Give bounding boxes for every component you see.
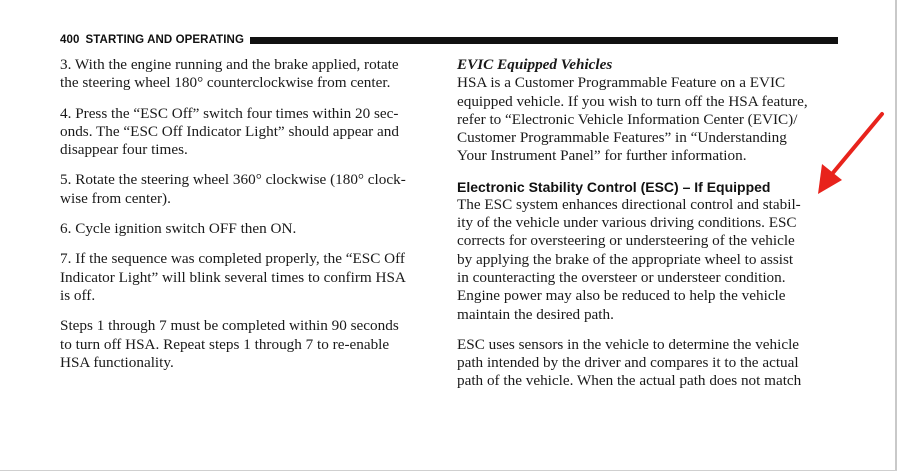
right-column [457,56,838,391]
step-3-paragraph: 3. With the engine running and the brake applied, rotate the steering wheel 180° counterclockwise from center. [60,56,399,92]
section-title: STARTING AND OPERATING [85,34,245,46]
page-number: 400 [60,34,80,46]
header-rule [250,37,838,44]
step-4-paragraph: 4. Press the “ESC Off” switch four times within 20 sec- onds. The “ESC Off Indicator Light” should appear and disappear four times. [60,104,399,159]
step-7-paragraph: 7. If the sequence was completed properly, the “ESC Off Indicator Light” will blink several times to confirm HSA is off. [60,250,406,304]
red-arrow-icon [808,108,888,200]
step-5-paragraph: 5. Rotate the steering wheel 360° clockwise (180° clock- wise from center). [60,171,406,207]
esc-section-heading: Electronic Stability Control (ESC) – If Equipped [457,178,771,195]
esc-paragraph-1: The ESC system enhances directional control and stabil- ity of the vehicle under various driving conditions. ESC corrects for oversteering or understeering of the vehicle by applying the brake of the appropriate wheel to assist in counteracting the oversteer or understeer condition. Engine power may also be reduced to help the vehicle maintain the desired path. [457,195,801,323]
step-6-paragraph: 6. Cycle ignition switch OFF then ON. [60,220,297,238]
evic-subheading: EVIC Equipped Vehicles [457,56,613,73]
esc-paragraph-2: ESC uses sensors in the vehicle to determine the vehicle path intended by the driver and compares it to the actual path of the vehicle. When the actual path does not match [457,335,802,390]
evic-paragraph: HSA is a Customer Programmable Feature on a EVIC equipped vehicle. If you wish to turn off the HSA feature, refer to “Electronic Vehicle Information Center (EVIC)/ Customer Programmable Features” in “Understanding Your Instrument Panel” for further information. [457,74,808,165]
left-column [60,56,441,372]
page-header [60,34,838,46]
steps-note-paragraph: Steps 1 through 7 must be completed within 90 seconds to turn off HSA. Repeat steps 1 through 7 to re-enable HSA functionality. [60,317,399,371]
